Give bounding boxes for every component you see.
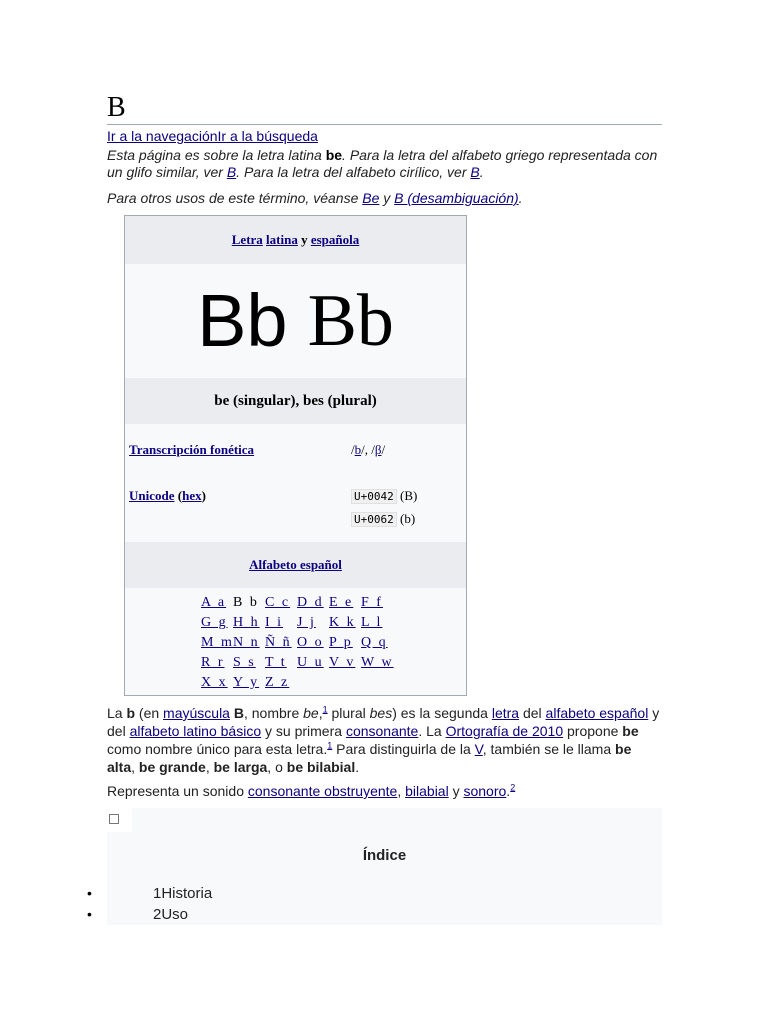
glyph-sans-serif: Bb [197, 279, 288, 362]
intro-paragraph [107, 704, 662, 776]
alphabet-letter-link[interactable]: G g [201, 615, 228, 630]
letra-link[interactable]: Letra [231, 232, 263, 247]
text: La [107, 705, 127, 721]
alphabet-cell [201, 594, 233, 612]
spanish-alphabet-link[interactable]: Alfabeto español [249, 557, 342, 572]
hatnote-text: . Para la letra del alfabeto cirílico, ver [236, 164, 471, 180]
alphabet-letter-link[interactable]: Z z [265, 675, 290, 690]
hatnote-text: Esta página es sobre la letra latina [107, 147, 326, 163]
hatnote-other-uses [107, 190, 662, 207]
unicode-lower-code: U+0062 [351, 512, 397, 527]
text: (en [135, 705, 164, 721]
text: del [519, 705, 546, 721]
letra-link[interactable]: letra [491, 705, 520, 721]
alphabet-cell [297, 654, 329, 672]
infobox [124, 215, 467, 696]
ipa-b-link[interactable]: b [354, 442, 362, 457]
hatnote-text: y [379, 190, 395, 206]
alphabet-cell [201, 654, 233, 672]
mayuscula-link[interactable]: mayúscula [163, 705, 230, 721]
alphabet-letter-link[interactable]: L l [361, 615, 383, 630]
cyrillic-ve-link[interactable]: B [470, 164, 480, 180]
alphabet-cell [361, 594, 393, 612]
alphabet-cell [265, 674, 297, 692]
alphabet-cell [297, 594, 329, 612]
text: , [205, 759, 214, 775]
alphabet-letter-link[interactable]: R r [201, 655, 225, 670]
alphabet-cell [201, 614, 233, 632]
bold-text: be alta [107, 741, 632, 775]
alphabet-cell [297, 614, 329, 632]
hatnote-text: . [479, 164, 484, 180]
text: , [397, 783, 406, 799]
unicode-upper-code: U+0042 [351, 489, 397, 504]
phonetic-value [351, 442, 385, 458]
alphabet-letter-link[interactable]: I i [265, 615, 284, 630]
alphabet-cell [233, 594, 265, 612]
alphabet-letter-link[interactable]: U u [297, 655, 324, 670]
alphabet-letter-link[interactable]: A a [201, 595, 227, 610]
sound-paragraph [107, 782, 662, 800]
text: , [318, 705, 323, 721]
alphabet-cell [265, 654, 297, 672]
letter-name: be (singular), bes (plural) [125, 378, 466, 424]
alphabet-letter-link[interactable]: F f [361, 595, 383, 610]
ipa-slash: /, / [361, 442, 375, 457]
jump-to-navigation-link[interactable]: Ir a la navegaciónIr a la búsqueda [107, 128, 318, 144]
text: como nombre único para esta letra. [107, 741, 328, 757]
text: ) es la segunda [392, 705, 492, 721]
alphabet-cell [361, 654, 393, 672]
text: , o [267, 759, 287, 775]
alphabet-cell [201, 674, 233, 692]
alphabet-letter-link[interactable]: E e [329, 595, 354, 610]
header-connector: y [301, 232, 308, 247]
alphabet-cell [265, 634, 297, 652]
hex-link[interactable]: hex [182, 488, 202, 503]
alphabet-cell [233, 634, 265, 652]
text: Representa un sonido [107, 783, 248, 799]
text: propone [563, 723, 623, 739]
glyph-serif: Bb [307, 280, 394, 362]
italic-text: be [303, 705, 319, 721]
hatnote-text: Para otros usos de este término, véanse [107, 190, 363, 206]
alphabet-letter-link[interactable]: J j [297, 615, 316, 630]
alphabet-grid [201, 594, 401, 692]
alphabet-cell [329, 634, 361, 652]
text: y del [107, 705, 660, 739]
alphabet-letter-link[interactable]: C c [265, 595, 291, 610]
alphabet-letter-link[interactable]: M m [201, 635, 234, 650]
bold-text: b [126, 705, 136, 721]
bold-text: be [622, 723, 639, 739]
alphabet-letter-link[interactable]: K k [329, 615, 356, 630]
toc-item-uso[interactable] [87, 906, 189, 923]
table-of-contents [87, 808, 662, 925]
ortografia-link[interactable]: Ortografía de 2010 [445, 723, 564, 739]
alphabet-cell [201, 634, 233, 652]
alphabet-cell [297, 634, 329, 652]
text: Para distinguirla de la [332, 741, 475, 757]
alphabet-current-letter: B b [233, 595, 259, 610]
greek-beta-link[interactable]: B [226, 164, 237, 180]
consonante-link[interactable]: consonante [345, 723, 419, 739]
bold-text: B [233, 705, 244, 721]
disambiguation-link[interactable]: B (desambiguación) [394, 190, 519, 206]
text: y su primera [261, 723, 346, 739]
hatnote-text: . [518, 190, 523, 206]
italic-text: bes [369, 705, 393, 721]
alphabet-letter-link[interactable]: H h [233, 615, 260, 630]
alphabet-header [125, 542, 466, 588]
alphabet-letter-link[interactable]: P p [329, 635, 353, 650]
unicode-label: Unicode (hex) [129, 488, 206, 503]
alphabet-letter-link[interactable]: T t [265, 655, 287, 670]
alphabet-cell [265, 594, 297, 612]
espanola-link[interactable]: española [310, 232, 360, 247]
alphabet-letter-link[interactable]: O o [297, 635, 324, 650]
toc-item-label[interactable]: 2Uso [153, 906, 189, 923]
text: , también se le llama [482, 741, 616, 757]
alfabeto-latino-link[interactable]: alfabeto latino básico [129, 723, 262, 739]
text: . La [418, 723, 446, 739]
bilabial-link[interactable]: bilabial [405, 783, 449, 799]
phonetic-label-link[interactable]: Transcripción fonética [129, 442, 255, 457]
sonoro-link[interactable]: sonoro [463, 783, 507, 799]
unicode-values [351, 485, 417, 531]
alphabet-letter-link[interactable]: W w [361, 655, 394, 670]
alphabet-letter-link[interactable]: N n [233, 635, 260, 650]
obstruyente-link[interactable]: consonante obstruyente [247, 783, 398, 799]
hatnote-bold: be [325, 147, 343, 163]
alphabet-letter-link[interactable]: Ñ ñ [265, 635, 292, 650]
toc-item-label[interactable]: 1Historia [153, 885, 213, 902]
reference-1-link[interactable]: 1 [327, 740, 333, 751]
alphabet-cell [233, 674, 265, 692]
unicode-link[interactable]: Unicode [129, 488, 175, 503]
jump-links[interactable] [107, 128, 318, 145]
ipa-slash: / [381, 442, 386, 457]
bullet: • [87, 885, 92, 901]
reference-1-link[interactable]: 1 [322, 704, 328, 715]
hatnote-text: . Para la letra del alfabeto griego representada con un glifo similar, ver [107, 147, 658, 180]
bullet: • [87, 906, 92, 922]
bold-text: be bilabial [286, 759, 356, 775]
hatnote-letter [107, 147, 662, 181]
alphabet-cell [265, 614, 297, 632]
alphabet-letter-link[interactable]: X x [201, 675, 228, 690]
ipa-slash: / [351, 442, 355, 457]
text: , nombre [243, 705, 304, 721]
toc-item-historia[interactable] [87, 885, 213, 902]
bold-text: be grande [138, 759, 206, 775]
unicode-upper-char: (B) [400, 488, 418, 503]
alphabet-cell [329, 594, 361, 612]
unicode-lower-char: (b) [400, 511, 416, 526]
alphabet-letter-link[interactable]: D d [297, 595, 324, 610]
alphabet-cell [361, 634, 393, 652]
bold-text: be larga [213, 759, 268, 775]
alphabet-cell [329, 614, 361, 632]
v-link[interactable]: V [474, 741, 483, 757]
toc-title: Índice [362, 847, 407, 864]
infobox-header [125, 216, 466, 264]
ipa-beta-link[interactable]: β [374, 442, 382, 457]
alphabet-letter-link[interactable]: Y y [233, 675, 260, 690]
text: , [131, 759, 139, 775]
alphabet-letter-link[interactable]: S s [233, 655, 256, 670]
reference-2-link[interactable]: 2 [510, 782, 516, 793]
alphabet-letter-link[interactable]: V v [329, 655, 356, 670]
text: . [355, 759, 360, 775]
alfabeto-espanol-link[interactable]: alfabeto español [545, 705, 649, 721]
alphabet-cell [329, 654, 361, 672]
alphabet-cell [233, 654, 265, 672]
latina-link[interactable]: latina [266, 232, 298, 247]
be-link[interactable]: Be [362, 190, 380, 206]
alphabet-cell [233, 614, 265, 632]
page-title: B [107, 93, 662, 125]
toc-toggle-checkbox[interactable] [109, 814, 119, 824]
text: plural [327, 705, 370, 721]
letter-glyphs [125, 264, 466, 378]
alphabet-cell [361, 614, 393, 632]
text: y [448, 783, 464, 799]
alphabet-letter-link[interactable]: Q q [361, 635, 388, 650]
text: . [506, 783, 511, 799]
